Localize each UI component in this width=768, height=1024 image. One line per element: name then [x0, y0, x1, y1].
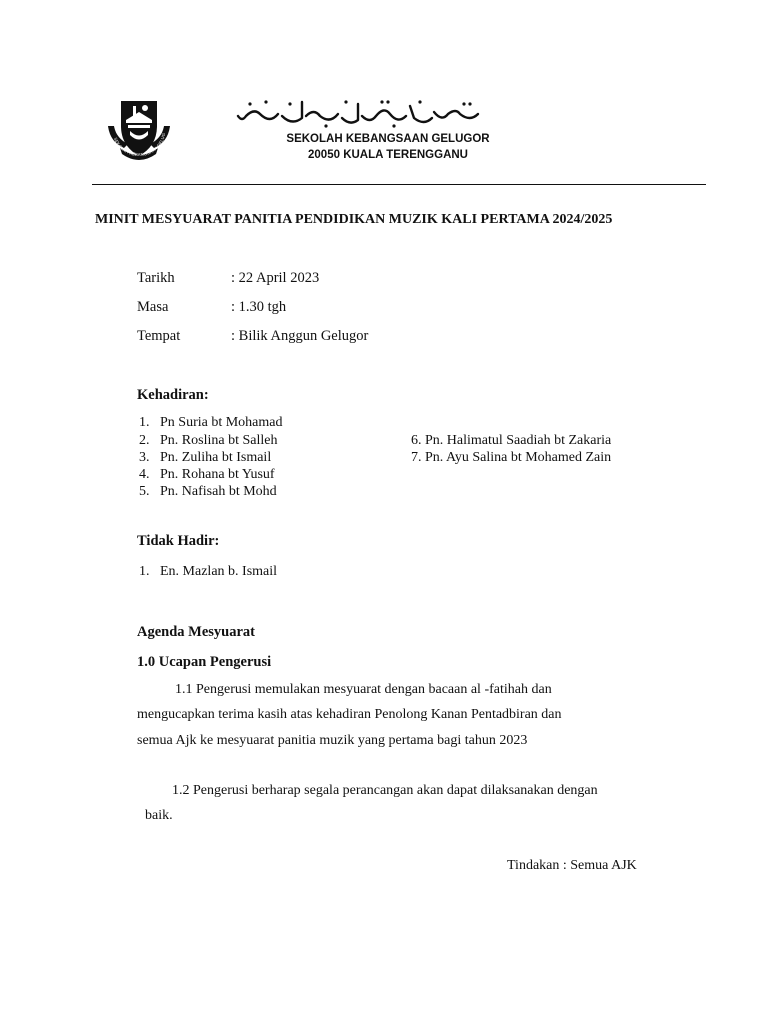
- date-value: : 22 April 2023: [231, 270, 320, 286]
- school-address: 20050 KUALA TERENGGANU: [308, 149, 468, 161]
- paragraph-line: 1.1 Pengerusi memulakan mesyuarat dengan bacaan al -fatihah dan: [175, 682, 552, 697]
- school-crest-icon: [104, 96, 174, 164]
- section-heading: 1.0 Ucapan Pengerusi: [137, 654, 272, 670]
- date-label: Tarikh: [137, 270, 175, 286]
- attendance-heading: Kehadiran:: [137, 387, 209, 403]
- attendee-name: Pn. Rohana bt Yusuf: [160, 467, 275, 482]
- time-label: Masa: [137, 299, 169, 315]
- agenda-heading: Agenda Mesyuarat: [137, 624, 256, 640]
- attendee-number: 3.: [139, 450, 150, 465]
- attendee-number: 2.: [139, 433, 150, 448]
- attendee-item: 6. Pn. Halimatul Saadiah bt Zakaria: [411, 433, 612, 448]
- attendee-item: 7. Pn. Ayu Salina bt Mohamed Zain: [411, 450, 612, 465]
- attendee-number: 1.: [139, 415, 150, 430]
- attendee-number: 5.: [139, 484, 150, 499]
- attendee-name: Pn. Zuliha bt Ismail: [160, 450, 272, 465]
- action-note: Tindakan : Semua AJK: [507, 858, 637, 873]
- time-value: : 1.30 tgh: [231, 299, 287, 315]
- attendee-name: Pn Suria bt Mohamad: [160, 415, 283, 430]
- paragraph-line: semua Ajk ke mesyuarat panitia muzik yang pertama bagi tahun 2023: [137, 733, 528, 748]
- page-title: MINIT MESYUARAT PANITIA PENDIDIKAN MUZIK KALI PERTAMA 2024/2025: [95, 212, 613, 227]
- attendee-name: Pn. Nafisah bt Mohd: [160, 484, 277, 499]
- jawi-calligraphy-icon: [234, 96, 484, 130]
- paragraph-line: 1.2 Pengerusi berharap segala perancangan akan dapat dilaksanakan dengan: [172, 783, 598, 798]
- attendee-number: 4.: [139, 467, 150, 482]
- place-label: Tempat: [137, 328, 181, 344]
- absent-heading: Tidak Hadir:: [137, 533, 220, 549]
- school-name: SEKOLAH KEBANGSAAN GELUGOR: [286, 133, 490, 145]
- paragraph-line: mengucapkan terima kasih atas kehadiran Penolong Kanan Pentadbiran dan: [137, 707, 562, 722]
- paragraph-line: baik.: [145, 808, 173, 823]
- attendee-name: Pn. Roslina bt Salleh: [160, 433, 278, 448]
- place-value: : Bilik Anggun Gelugor: [231, 328, 369, 344]
- absent-number: 1.: [139, 564, 150, 579]
- header-divider: [92, 184, 706, 185]
- absent-name: En. Mazlan b. Ismail: [160, 564, 278, 579]
- svg-text:SEKOLAH KEBANGSAAN GELUGOR, TE: SEKOLAH KEBANGSAAN GELUG: [112, 132, 167, 158]
